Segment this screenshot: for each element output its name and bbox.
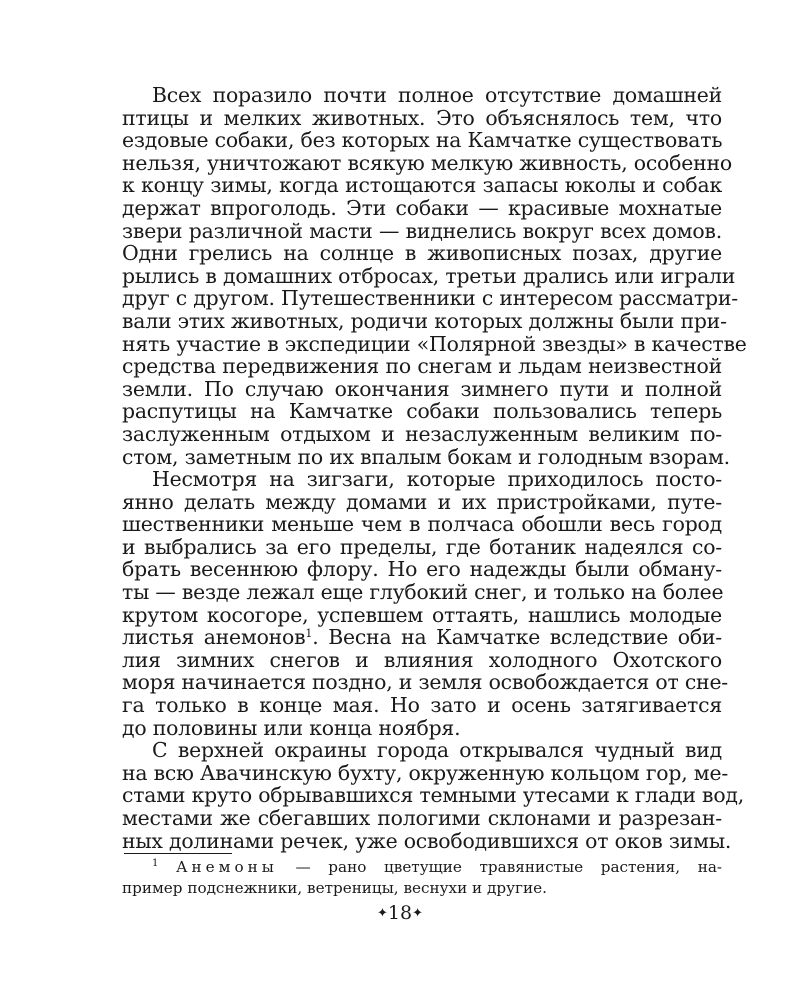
text-line: к концу зимы, когда истощаются запасы юколы и собак xyxy=(122,173,722,198)
text-line: держат впроголодь. Эти собаки — красивые мохнатые xyxy=(122,195,722,220)
text-line: янно делать между домами и их пристройками, путе- xyxy=(122,489,722,514)
footnote-term: Анемоны xyxy=(176,858,278,876)
text-line: крутом косогоре, успевшем оттаять, нашлись молодые xyxy=(122,602,722,627)
footnote-line: пример подснежники, ветреницы, веснухи и другие. xyxy=(122,879,547,897)
text-line: местами же сбегавших пологими склонами и разрезан- xyxy=(122,806,722,830)
paragraph xyxy=(122,738,745,853)
text-line: га только в конце мая. Но зато и осень затягивается xyxy=(122,693,722,718)
text-line: Несмотря на зигзаги, которые приходилось посто- xyxy=(152,467,722,492)
text-line: до половины или конца ноября. xyxy=(122,715,461,740)
ornament-left-icon: ✦ xyxy=(377,906,388,921)
text-line: шественники меньше чем в полчаса обошли весь город xyxy=(122,512,722,537)
paragraph xyxy=(122,83,747,469)
page-number xyxy=(0,902,800,925)
text-line: моря начинается поздно, и земля освобождается от сне- xyxy=(122,670,728,695)
text-line: стами круто обрывавшихся темными утесами к глади вод, xyxy=(122,783,745,808)
text-line: листья анемонов$^1$. Весна на Камчатке вследствие оби- xyxy=(122,625,722,650)
text-line: С верхней окраины города открывался чудный вид xyxy=(152,738,722,763)
text-line: нельзя, уничтожают всякую мелкую живность, особенно xyxy=(122,150,732,175)
footnote-reference: 1 xyxy=(305,627,313,641)
text-line: земли. По случаю окончания зимнего пути и полной xyxy=(122,376,722,401)
footnote-line xyxy=(122,857,722,878)
text-line: стом, заметным по их впалым бокам и голодным взорам. xyxy=(122,444,730,469)
text-line: птицы и мелких животных. Это объяснялось тем, что xyxy=(122,105,722,130)
text-line: Всех поразило почти полное отсутствие домашней xyxy=(152,83,722,107)
page-body xyxy=(122,83,747,853)
page-number-value: 18 xyxy=(387,902,413,924)
paragraph xyxy=(122,467,728,740)
text-line: вали этих животных, родичи которых должны были при- xyxy=(122,308,727,333)
text-line: брать весеннюю флору. Но его надежды были обману- xyxy=(122,557,722,582)
text-line: звери различной масти — виднелись вокруг всех домов. xyxy=(122,218,722,243)
text-line: и выбрались за его пределы, где ботаник надеялся со- xyxy=(122,534,722,559)
text-line: рылись в домашних отбросах, третьи дрались или играли xyxy=(122,263,736,288)
footnote-rule xyxy=(124,853,232,854)
text-line: ных долинами речек, уже освободившихся от оков зимы. xyxy=(122,828,732,853)
text-line: лия зимних снегов и влияния холодного Охотского xyxy=(122,647,722,672)
text-line: Одни грелись на солнце в живописных позах, другие xyxy=(122,241,722,266)
text-line: нять участие в экспедиции «Полярной звезды» в качестве xyxy=(122,331,747,356)
footnote-mark: 1 xyxy=(152,858,159,869)
footnote-definition: — рано цветущие травянистые растения, на- xyxy=(295,858,723,876)
text-line: средства передвижения по снегам и льдам неизвестной xyxy=(122,354,722,379)
text-line: друг с другом. Путешественники с интересом рассматри- xyxy=(122,286,738,311)
text-line: распутицы на Камчатке собаки пользовались теперь xyxy=(122,399,722,424)
text-line: на всю Авачинскую бухту, окруженную кольцом гор, ме- xyxy=(122,760,729,785)
text-line: ты — везде лежал еще глубокий снег, и только на более xyxy=(122,580,724,605)
ornament-right-icon: ✦ xyxy=(412,906,423,921)
text-line: заслуженным отдыхом и незаслуженным великим по- xyxy=(122,421,722,446)
footnote xyxy=(122,857,722,899)
text-line: ездовые собаки, без которых на Камчатке существовать xyxy=(122,128,723,153)
